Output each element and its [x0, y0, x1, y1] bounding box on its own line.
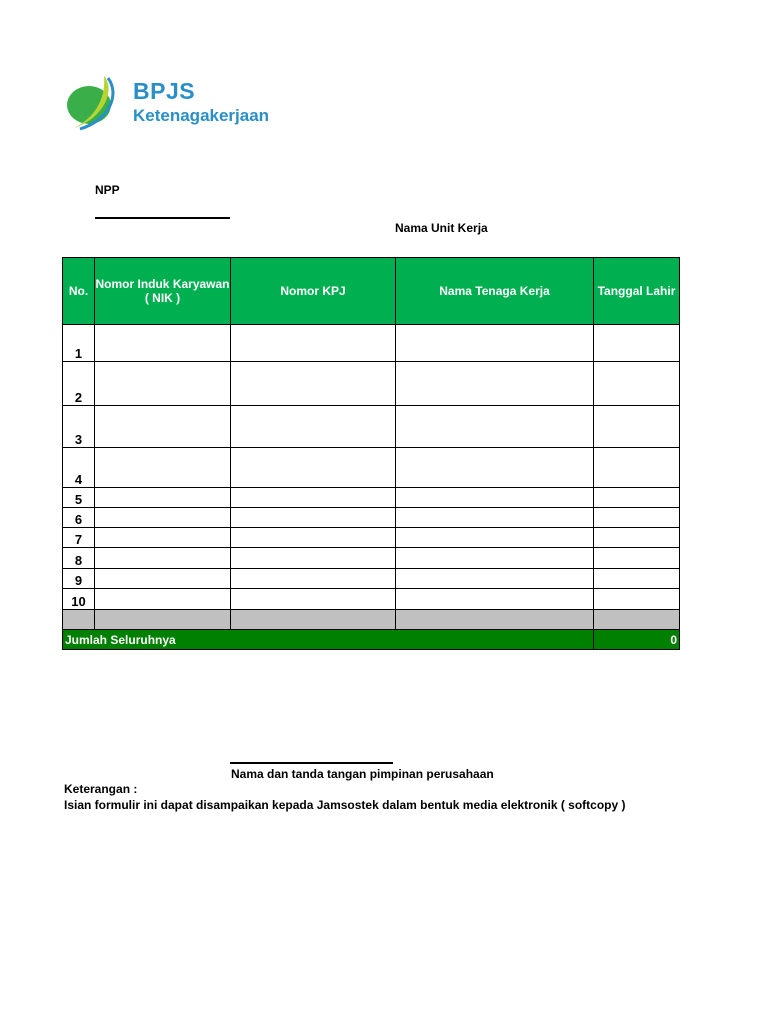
employee-table	[62, 257, 680, 650]
table-row	[63, 589, 680, 610]
table-row	[63, 508, 680, 528]
kpj-cell[interactable]	[231, 569, 396, 589]
kpj-cell[interactable]	[231, 362, 396, 406]
table-row	[63, 569, 680, 589]
kpj-cell[interactable]	[231, 448, 396, 488]
nama-cell[interactable]	[396, 528, 594, 548]
table-row	[63, 325, 680, 362]
nama-cell[interactable]	[396, 448, 594, 488]
row-number: 3	[63, 406, 95, 448]
logo-text-ketenagakerjaan: Ketenagakerjaan	[133, 106, 270, 125]
tanggal-cell[interactable]	[594, 325, 680, 362]
spacer-cell	[594, 610, 680, 630]
row-number: 10	[63, 589, 95, 610]
nik-cell[interactable]	[95, 589, 231, 610]
kpj-cell[interactable]	[231, 488, 396, 508]
row-number: 6	[63, 508, 95, 528]
nik-cell[interactable]	[95, 406, 231, 448]
nama-cell[interactable]	[396, 569, 594, 589]
row-number: 5	[63, 488, 95, 508]
tanggal-cell[interactable]	[594, 362, 680, 406]
npp-label: NPP	[95, 183, 120, 197]
total-value: 0	[594, 630, 680, 650]
nama-cell[interactable]	[396, 548, 594, 569]
tanggal-cell[interactable]	[594, 488, 680, 508]
kpj-cell[interactable]	[231, 508, 396, 528]
nama-cell[interactable]	[396, 488, 594, 508]
nama-cell[interactable]	[396, 508, 594, 528]
spacer-cell	[231, 610, 396, 630]
tanggal-cell[interactable]	[594, 448, 680, 488]
nik-cell[interactable]	[95, 325, 231, 362]
spacer-cell	[95, 610, 231, 630]
row-number: 2	[63, 362, 95, 406]
logo-text-bpjs: BPJS	[133, 78, 196, 104]
header-no: No.	[63, 258, 95, 325]
header-nik-line1: Nomor Induk Karyawan	[95, 277, 230, 291]
table-row	[63, 488, 680, 508]
row-number: 9	[63, 569, 95, 589]
table-row	[63, 448, 680, 488]
nama-cell[interactable]	[396, 406, 594, 448]
nama-cell[interactable]	[396, 362, 594, 406]
nik-cell[interactable]	[95, 448, 231, 488]
table-row	[63, 528, 680, 548]
kpj-cell[interactable]	[231, 589, 396, 610]
kpj-cell[interactable]	[231, 406, 396, 448]
kpj-cell[interactable]	[231, 548, 396, 569]
tanggal-cell[interactable]	[594, 528, 680, 548]
nama-cell[interactable]	[396, 325, 594, 362]
tanggal-cell[interactable]	[594, 569, 680, 589]
leaf-logo-icon	[64, 72, 132, 132]
table-row	[63, 406, 680, 448]
unit-kerja-label: Nama Unit Kerja	[395, 221, 488, 235]
tanggal-cell[interactable]	[594, 508, 680, 528]
header-nama: Nama Tenaga Kerja	[396, 258, 594, 325]
table-header-row	[63, 258, 680, 325]
kpj-cell[interactable]	[231, 528, 396, 548]
spacer-row	[63, 610, 680, 630]
signature-label: Nama dan tanda tangan pimpinan perusahaan	[231, 767, 494, 781]
spacer-cell	[63, 610, 95, 630]
header-tanggal-lahir: Tanggal Lahir	[594, 258, 680, 325]
notes-text: Isian formulir ini dapat disampaikan kepada Jamsostek dalam bentuk media elektronik ( softcopy )	[64, 798, 626, 812]
signature-line[interactable]	[230, 762, 393, 764]
total-label: Jumlah Seluruhnya	[63, 630, 594, 650]
row-number: 8	[63, 548, 95, 569]
total-row	[63, 630, 680, 650]
row-number: 7	[63, 528, 95, 548]
nik-cell[interactable]	[95, 362, 231, 406]
notes-label: Keterangan :	[64, 782, 138, 796]
table-row	[63, 548, 680, 569]
nik-cell[interactable]	[95, 488, 231, 508]
spacer-cell	[396, 610, 594, 630]
nik-cell[interactable]	[95, 569, 231, 589]
header-nik-line2: ( NIK )	[144, 291, 181, 305]
header-kpj: Nomor KPJ	[231, 258, 396, 325]
nik-cell[interactable]	[95, 508, 231, 528]
tanggal-cell[interactable]	[594, 406, 680, 448]
table-row	[63, 362, 680, 406]
kpj-cell[interactable]	[231, 325, 396, 362]
bpjs-logo	[64, 72, 279, 132]
tanggal-cell[interactable]	[594, 548, 680, 569]
nik-cell[interactable]	[95, 528, 231, 548]
npp-input-line[interactable]	[95, 217, 230, 219]
nama-cell[interactable]	[396, 589, 594, 610]
row-number: 4	[63, 448, 95, 488]
row-number: 1	[63, 325, 95, 362]
tanggal-cell[interactable]	[594, 589, 680, 610]
nik-cell[interactable]	[95, 548, 231, 569]
header-nik	[95, 258, 231, 325]
